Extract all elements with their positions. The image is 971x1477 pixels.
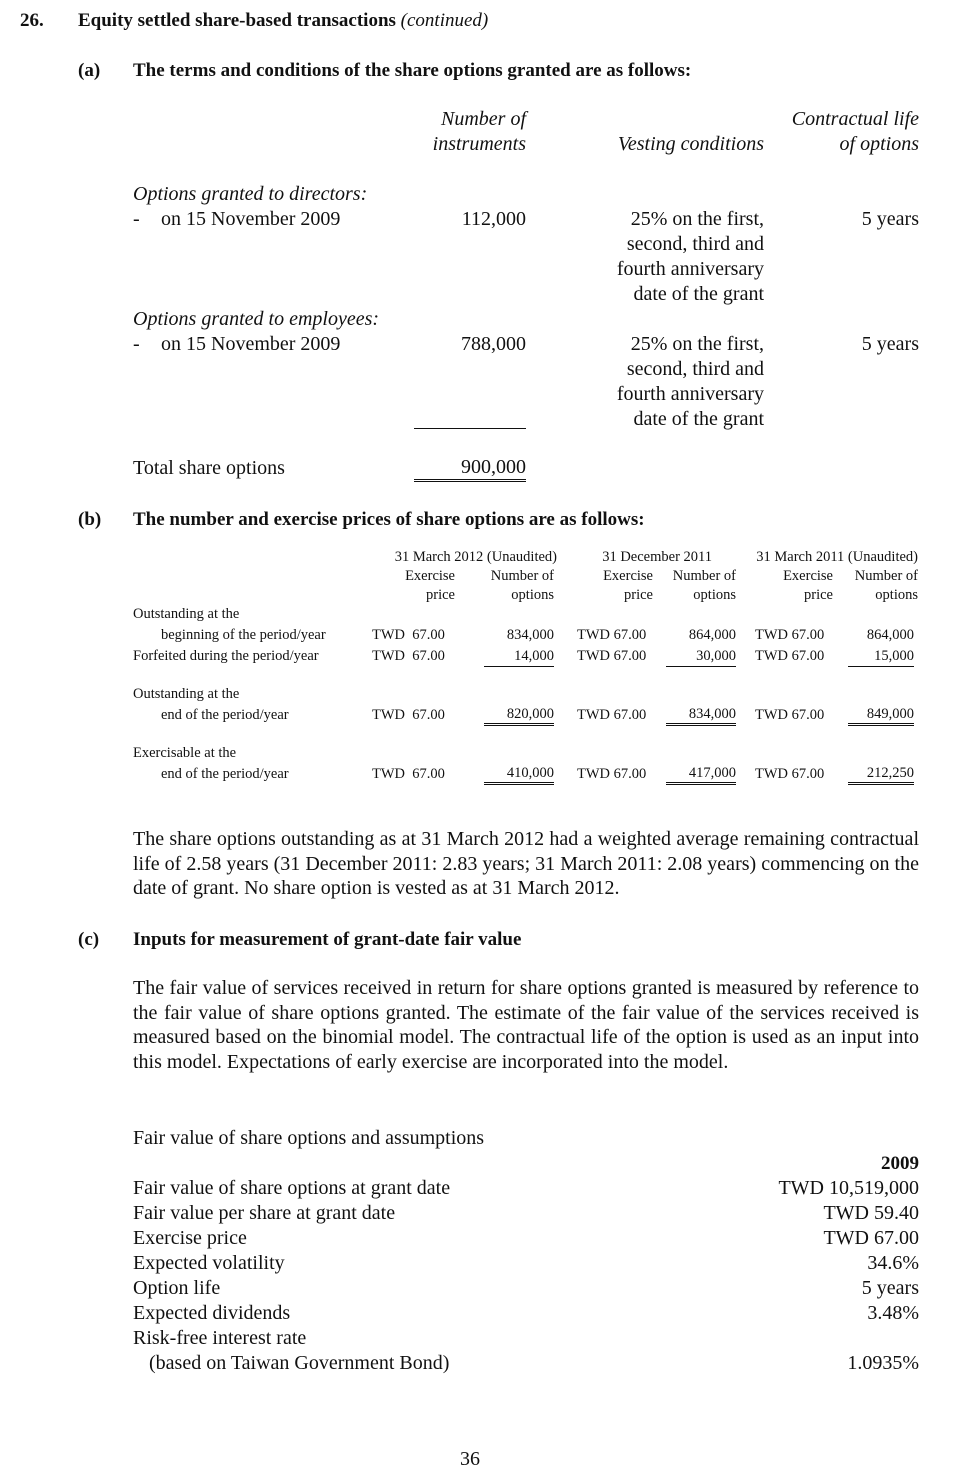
row-outstanding-end-num3: 849,000 — [848, 706, 914, 726]
sub-header-exercise-3a: Exercise — [783, 568, 833, 584]
part-a-heading: The terms and conditions of the share options granted are as follows: — [133, 60, 692, 81]
fv-label-7: (based on Taiwan Government Bond) — [149, 1352, 450, 1374]
group-directors-vesting-2: second, third and — [626, 233, 764, 255]
row-outstanding-begin-num1: 834,000 — [506, 627, 554, 643]
row-exercisable-num3: 212,250 — [848, 765, 914, 785]
row-outstanding-begin-price2: TWD 67.00 — [577, 627, 647, 643]
sub-header-number-1a: Number of — [490, 568, 554, 584]
sub-header-exercise-3b: price — [804, 587, 833, 603]
group-employees-life: 5 years — [861, 333, 919, 355]
row-outstanding-begin-price3: TWD 67.00 — [755, 627, 825, 643]
group-directors-vesting-3: fourth anniversary — [616, 258, 764, 280]
part-c-paragraph: The fair value of services received in return for share options granted is measured by reference to the fair value of share options granted. The estimate of the fair value of the services received is measured based on the binomial model. The contractual life of the option is used as an input into this model. Expectations of early exercise are incorporated into the model. — [133, 977, 919, 1073]
row-forfeited-num2: 30,000 — [666, 647, 736, 667]
row-outstanding-end-label1: Outstanding at the — [133, 686, 240, 702]
row-forfeited-num1: 14,000 — [484, 647, 554, 667]
period-header-2: 31 December 2011 — [602, 549, 712, 565]
fv-value-5: 3.48% — [867, 1302, 919, 1324]
period-header-1: 31 March 2012 (Unaudited) — [394, 549, 557, 565]
group-directors-instruments: 112,000 — [461, 208, 526, 230]
row-forfeited-price2: TWD 67.00 — [577, 648, 647, 664]
part-b-heading: The number and exercise prices of share options are as follows: — [133, 509, 645, 530]
sub-header-number-2b: options — [693, 587, 736, 603]
row-outstanding-begin-price1: TWD 67.00 — [372, 627, 445, 643]
part-b-note: The share options outstanding as at 31 March 2012 had a weighted average remaining contractual life of 2.58 years (31 December 2011: 2.83 years; 31 March 2011: 2.08 years) commencing on the date of grant. No share option is vested as at 31 March 2012. — [133, 828, 919, 900]
sub-header-exercise-2b: price — [624, 587, 653, 603]
sub-header-number-2a: Number of — [672, 568, 736, 584]
row-outstanding-end-num1: 820,000 — [484, 706, 554, 726]
fv-value-3: 34.6% — [867, 1252, 919, 1274]
fv-label-2: Exercise price — [133, 1227, 247, 1249]
col-header-instruments-2: instruments — [432, 133, 526, 155]
row-outstanding-end-label2: end of the period/year — [161, 707, 289, 723]
row-outstanding-begin-label1: Outstanding at the — [133, 606, 240, 622]
fv-value-1: TWD 59.40 — [823, 1202, 919, 1224]
fv-label-3: Expected volatility — [133, 1252, 285, 1274]
sub-header-exercise-1b: price — [426, 587, 455, 603]
part-a-label: (a) — [78, 60, 101, 81]
total-label: Total share options — [133, 457, 285, 479]
row-forfeited-price1: TWD 67.00 — [372, 648, 445, 664]
row-outstanding-end-price1: TWD 67.00 — [372, 707, 445, 723]
part-b-label: (b) — [78, 509, 102, 530]
group-employees-vesting-1: 25% on the first, — [630, 333, 764, 355]
page-number: 36 — [460, 1448, 480, 1470]
sub-header-number-3a: Number of — [854, 568, 918, 584]
row-exercisable-label1: Exercisable at the — [133, 745, 237, 761]
col-header-vesting: Vesting conditions — [617, 133, 764, 155]
fv-value-0: TWD 10,519,000 — [778, 1177, 919, 1199]
group-directors-dash: - — [133, 208, 140, 230]
fv-value-4: 5 years — [861, 1277, 919, 1299]
row-exercisable-num2: 417,000 — [666, 765, 736, 785]
row-outstanding-end-price3: TWD 67.00 — [755, 707, 825, 723]
fv-label-1: Fair value per share at grant date — [133, 1202, 396, 1224]
row-forfeited-num3: 15,000 — [848, 647, 914, 667]
period-header-3: 31 March 2011 (Unaudited) — [756, 549, 918, 565]
part-c-heading: Inputs for measurement of grant-date fair value — [133, 929, 522, 950]
group-directors-life: 5 years — [861, 208, 919, 230]
fv-label-5: Expected dividends — [133, 1302, 291, 1324]
group-employees-vesting-3: fourth anniversary — [616, 383, 764, 405]
group-employees-instruments: 788,000 — [461, 333, 526, 355]
row-exercisable-price3: TWD 67.00 — [755, 766, 825, 782]
row-forfeited-label: Forfeited during the period/year — [133, 648, 319, 664]
fv-label-0: Fair value of share options at grant date — [133, 1177, 451, 1199]
row-outstanding-begin-label2: beginning of the period/year — [161, 627, 326, 643]
group-directors-vesting-4: date of the grant — [633, 283, 764, 305]
section-number: 26. — [20, 10, 44, 31]
group-employees-dash: - — [133, 333, 140, 355]
row-outstanding-end-num2: 834,000 — [666, 706, 736, 726]
section-title — [78, 8, 488, 33]
fv-value-7: 1.0935% — [847, 1352, 919, 1374]
subtotal-rule — [414, 428, 526, 429]
row-outstanding-begin-num2: 864,000 — [688, 627, 736, 643]
fv-value-2: TWD 67.00 — [823, 1227, 919, 1249]
row-exercisable-price2: TWD 67.00 — [577, 766, 647, 782]
section-title-text: Equity settled share-based transactions — [78, 10, 396, 31]
total-value: 900,000 — [414, 456, 526, 482]
col-header-life-1: Contractual life — [791, 108, 919, 130]
fv-label-6: Risk-free interest rate — [133, 1327, 307, 1349]
sub-header-number-3b: options — [875, 587, 918, 603]
col-header-instruments-1: Number of — [441, 108, 526, 130]
row-outstanding-end-price2: TWD 67.00 — [577, 707, 647, 723]
col-header-life-2: of options — [839, 133, 919, 155]
group-directors-title: Options granted to directors: — [133, 183, 368, 205]
group-directors-vesting-1: 25% on the first, — [630, 208, 764, 230]
row-forfeited-price3: TWD 67.00 — [755, 648, 825, 664]
row-outstanding-begin-num3: 864,000 — [866, 627, 914, 643]
group-employees-date: on 15 November 2009 — [161, 333, 341, 355]
fv-label-4: Option life — [133, 1277, 221, 1299]
fair-value-subheading: Fair value of share options and assumptions — [133, 1127, 485, 1149]
group-employees-vesting-4: date of the grant — [633, 408, 764, 430]
group-employees-title: Options granted to employees: — [133, 308, 380, 330]
fair-value-year: 2009 — [881, 1153, 919, 1174]
section-continued: (continued) — [400, 10, 489, 31]
sub-header-exercise-2a: Exercise — [603, 568, 653, 584]
row-exercisable-price1: TWD 67.00 — [372, 766, 445, 782]
sub-header-exercise-1a: Exercise — [405, 568, 455, 584]
group-directors-date: on 15 November 2009 — [161, 208, 341, 230]
group-employees-vesting-2: second, third and — [626, 358, 764, 380]
row-exercisable-num1: 410,000 — [484, 765, 554, 785]
row-exercisable-label2: end of the period/year — [161, 766, 289, 782]
part-c-label: (c) — [78, 929, 100, 950]
sub-header-number-1b: options — [511, 587, 554, 603]
